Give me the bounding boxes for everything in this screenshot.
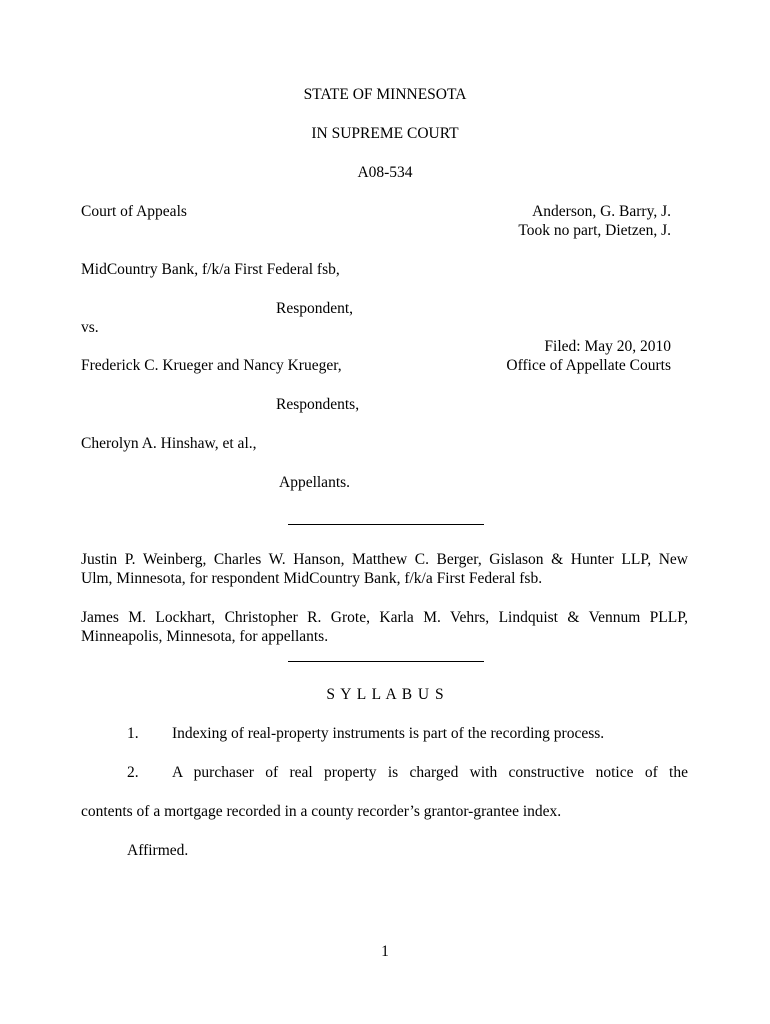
court-heading: IN SUPREME COURT bbox=[311, 125, 459, 142]
disposition: Affirmed. bbox=[127, 842, 189, 859]
state-heading: STATE OF MINNESOTA bbox=[303, 86, 467, 103]
syllabus-item-text: A purchaser of real property is charged with constructive notice of the bbox=[172, 764, 688, 781]
syllabus-item-number: 1. bbox=[127, 725, 139, 742]
party-hinshaw-role: Appellants. bbox=[279, 474, 351, 491]
separator-rule bbox=[288, 661, 484, 662]
counsel-appellant-line: Minneapolis, Minnesota, for appellants. bbox=[81, 628, 329, 645]
counsel-respondent-line: Justin P. Weinberg, Charles W. Hanson, Matthew C. Berger, Gislason & Hunter LLP, New bbox=[81, 551, 688, 568]
party-hinshaw: Cherolyn A. Hinshaw, et al., bbox=[81, 435, 257, 452]
party-midcountry: MidCountry Bank, f/k/a First Federal fsb, bbox=[81, 261, 340, 278]
counsel-appellant bbox=[81, 608, 688, 646]
party-krueger-role: Respondents, bbox=[276, 396, 360, 413]
party-midcountry-role: Respondent, bbox=[276, 300, 354, 317]
filing-office: Office of Appellate Courts bbox=[506, 357, 671, 374]
syllabus-item-text: contents of a mortgage recorded in a county recorder’s grantor-grantee index. bbox=[81, 803, 562, 820]
lower-court: Court of Appeals bbox=[81, 203, 187, 220]
counsel-respondent bbox=[81, 550, 688, 588]
page-number: 1 bbox=[381, 943, 389, 960]
filed-date: Filed: May 20, 2010 bbox=[544, 338, 671, 355]
docket-number: A08-534 bbox=[357, 164, 413, 181]
syllabus-heading: S Y L L A B U S bbox=[326, 686, 444, 703]
syllabus-item-number: 2. bbox=[127, 764, 139, 781]
versus: vs. bbox=[81, 319, 99, 336]
syllabus-item-text: Indexing of real-property instruments is part of the recording process. bbox=[172, 725, 605, 742]
separator-rule bbox=[288, 524, 484, 525]
counsel-respondent-line: Ulm, Minnesota, for respondent MidCountry Bank, f/k/a First Federal fsb. bbox=[81, 570, 543, 587]
took-no-part: Took no part, Dietzen, J. bbox=[518, 222, 671, 239]
opinion-author: Anderson, G. Barry, J. bbox=[532, 203, 671, 220]
counsel-appellant-line: James M. Lockhart, Christopher R. Grote, Karla M. Vehrs, Lindquist & Vennum PLLP, bbox=[81, 609, 688, 626]
party-krueger: Frederick C. Krueger and Nancy Krueger, bbox=[81, 357, 342, 374]
